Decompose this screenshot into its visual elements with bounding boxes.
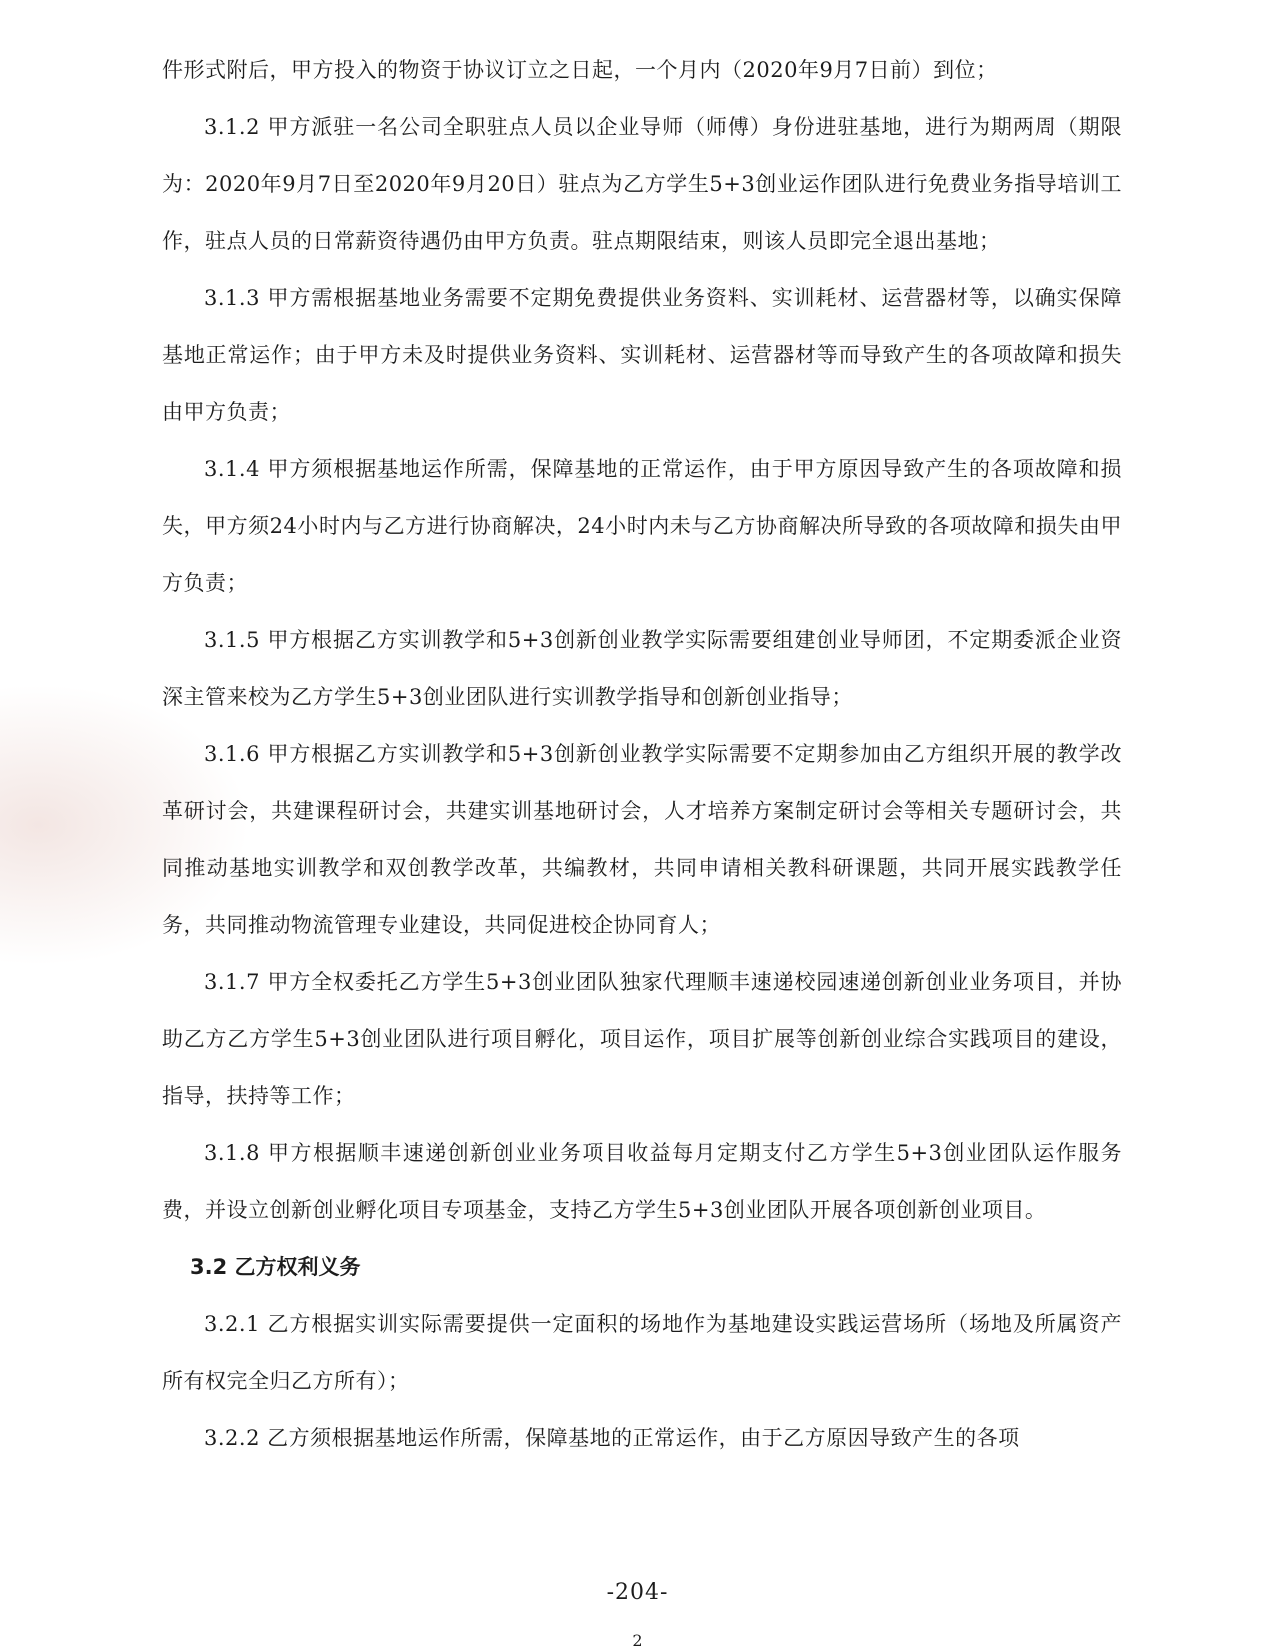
clause-3-1-8: 3.1.8 甲方根据顺丰速递创新创业业务项目收益每月定期支付乙方学生5+3创业团队运作服务费，并设立创新创业孵化项目专项基金，支持乙方学生5+3创业团队开展各项创新创业项目。: [162, 1141, 1122, 1222]
clause-3-1-3: 3.1.3 甲方需根据基地业务需要不定期免费提供业务资料、实训耗材、运营器材等，以确实保障基地正常运作；由于甲方未及时提供业务资料、实训耗材、运营器材等而导致产生的各项故障和损失由甲方负责；: [162, 286, 1122, 424]
page-number: -204-: [606, 1580, 669, 1605]
clause-3-1-4: 3.1.4 甲方须根据基地运作所需，保障基地的正常运作，由于甲方原因导致产生的各项故障和损失，甲方须24小时内与乙方进行协商解决，24小时内未与乙方协商解决所导致的各项故障和损失由甲方负责；: [162, 457, 1122, 595]
section-heading-3-2: 3.2 乙方权利义务: [190, 1255, 361, 1279]
clause-3-2-2: 3.2.2 乙方须根据基地运作所需，保障基地的正常运作，由于乙方原因导致产生的各项: [204, 1426, 1020, 1450]
document-body: [162, 42, 1122, 1467]
clause-3-1-2: 3.1.2 甲方派驻一名公司全职驻点人员以企业导师（师傅）身份进驻基地，进行为期两周（期限为：2020年9月7日至2020年9月20日）驻点为乙方学生5+3创业运作团队进行免费业务指导培训工作，驻点人员的日常薪资待遇仍由甲方负责。驻点期限结束，则该人员即完全退出基地；: [162, 115, 1122, 253]
sheet-number: 2: [632, 1631, 643, 1650]
paragraph-continuation: 件形式附后，甲方投入的物资于协议订立之日起，一个月内（2020年9月7日前）到位；: [162, 58, 998, 82]
clause-3-1-7: 3.1.7 甲方全权委托乙方学生5+3创业团队独家代理顺丰速递校园速递创新创业业务项目，并协助乙方乙方学生5+3创业团队进行项目孵化，项目运作，项目扩展等创新创业综合实践项目的建设，指导，扶持等工作；: [162, 970, 1122, 1108]
clause-3-1-5: 3.1.5 甲方根据乙方实训教学和5+3创新创业教学实际需要组建创业导师团，不定期委派企业资深主管来校为乙方学生5+3创业团队进行实训教学指导和创新创业指导；: [162, 628, 1122, 709]
clause-3-2-1: 3.2.1 乙方根据实训实际需要提供一定面积的场地作为基地建设实践运营场所（场地及所属资产所有权完全归乙方所有）；: [162, 1312, 1122, 1393]
clause-3-1-6: 3.1.6 甲方根据乙方实训教学和5+3创新创业教学实际需要不定期参加由乙方组织开展的教学改革研讨会，共建课程研讨会，共建实训基地研讨会，人才培养方案制定研讨会等相关专题研讨会，共同推动基地实训教学和双创教学改革，共编教材，共同申请相关教科研课题，共同开展实践教学任务，共同推动物流管理专业建设，共同促进校企协同育人；: [162, 742, 1122, 937]
